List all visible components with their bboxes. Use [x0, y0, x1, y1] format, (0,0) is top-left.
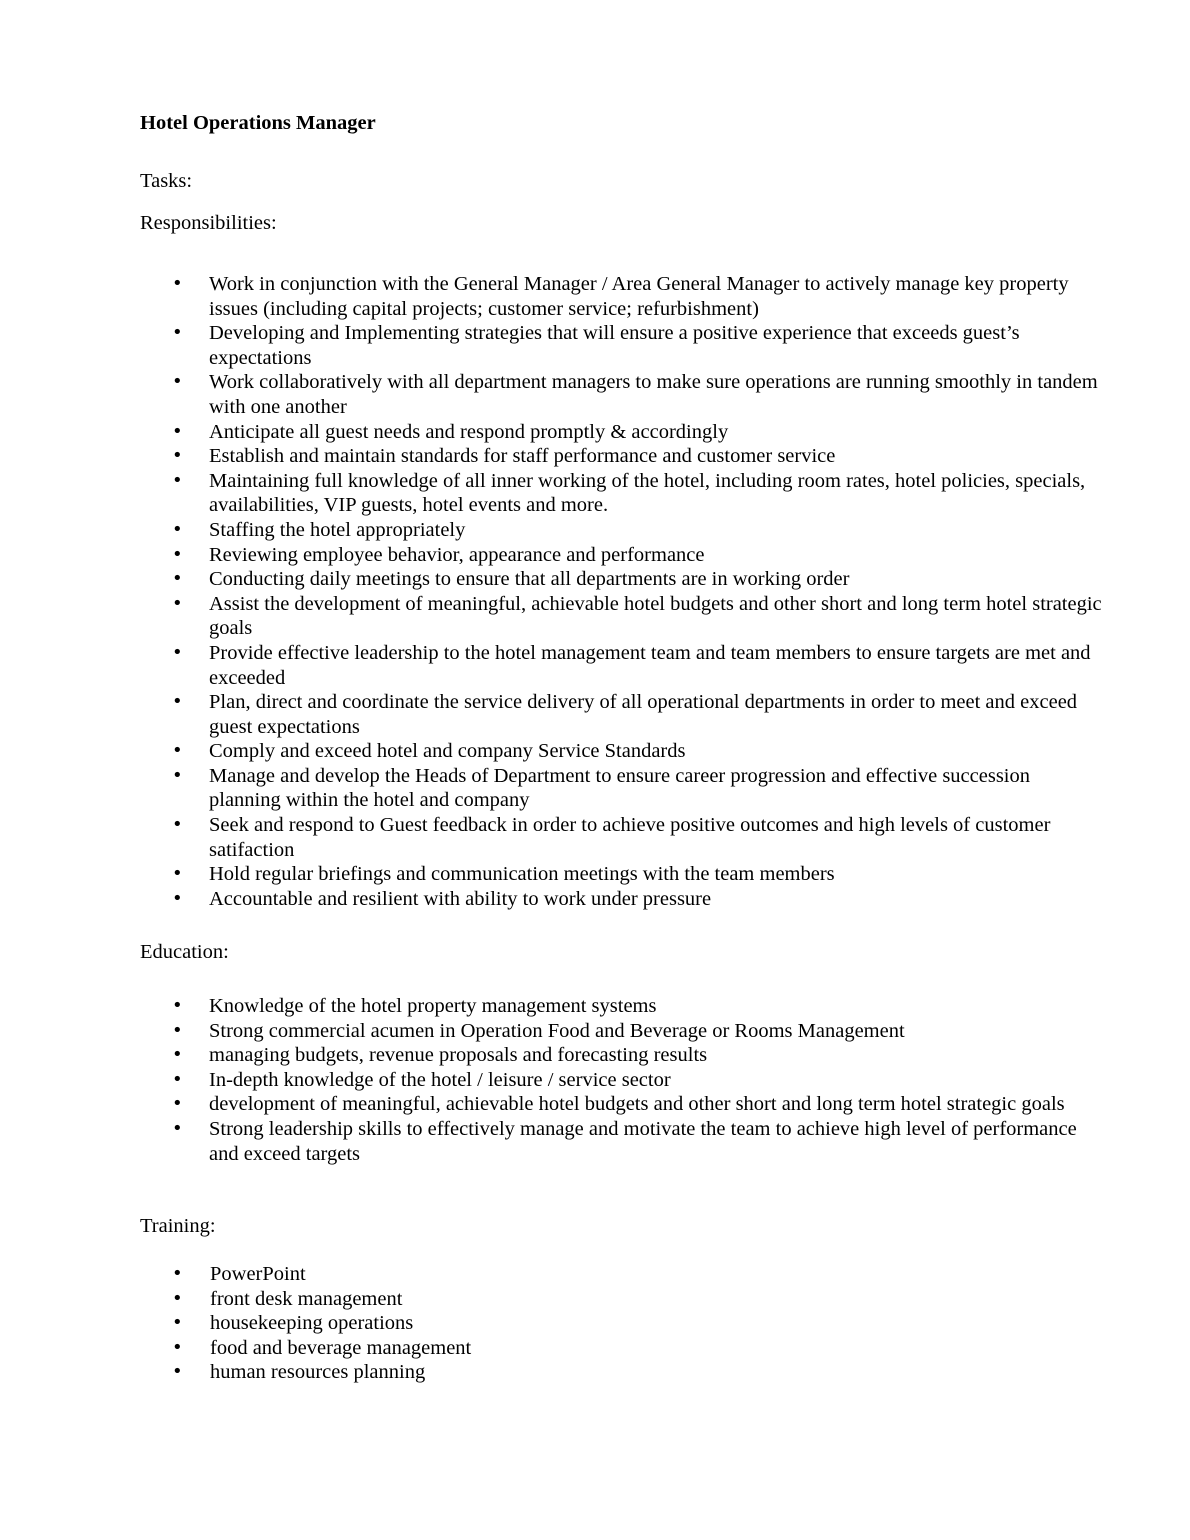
list-item: • Seek and respond to Guest feedback in order to achieve positive outcomes and high levels of customer satifaction	[140, 813, 1105, 862]
training-list	[140, 1262, 1105, 1385]
education-list	[140, 994, 1105, 1166]
list-item: • Hold regular briefings and communication meetings with the team members	[140, 862, 1105, 887]
list-item: • food and beverage management	[140, 1336, 1105, 1361]
list-item: • Reviewing employee behavior, appearance and performance	[140, 543, 1105, 568]
list-item: • Developing and Implementing strategies that will ensure a positive experience that exceeds guest’s expectations	[140, 321, 1105, 370]
list-item: • Anticipate all guest needs and respond promptly & accordingly	[140, 420, 1105, 445]
list-item: • front desk management	[140, 1287, 1105, 1312]
list-item: • Manage and develop the Heads of Department to ensure career progression and effective succession planning within the hotel and company	[140, 764, 1105, 813]
education-heading: Education:	[140, 941, 229, 963]
list-item: • Staffing the hotel appropriately	[140, 518, 1105, 543]
list-item: • Strong leadership skills to effectively manage and motivate the team to achieve high level of performance and exceed targets	[140, 1117, 1105, 1166]
list-item: • human resources planning	[140, 1360, 1105, 1385]
list-item: • Strong commercial acumen in Operation Food and Beverage or Rooms Management	[140, 1019, 1105, 1044]
tasks-heading: Tasks:	[140, 170, 193, 192]
list-item: • Knowledge of the hotel property management systems	[140, 994, 1105, 1019]
list-item: • housekeeping operations	[140, 1311, 1105, 1336]
list-item: • In-depth knowledge of the hotel / leisure / service sector	[140, 1068, 1105, 1093]
list-item: • Establish and maintain standards for staff performance and customer service	[140, 444, 1105, 469]
list-item: • Maintaining full knowledge of all inner working of the hotel, including room rates, hotel policies, specials, availabilities, VIP guests, hotel events and more.	[140, 469, 1105, 518]
list-item: • Comply and exceed hotel and company Service Standards	[140, 739, 1105, 764]
list-item: • development of meaningful, achievable hotel budgets and other short and long term hotel strategic goals	[140, 1092, 1105, 1117]
responsibilities-list	[140, 272, 1105, 911]
list-item: • PowerPoint	[140, 1262, 1105, 1287]
list-item: • Accountable and resilient with ability to work under pressure	[140, 887, 1105, 912]
list-item: • Plan, direct and coordinate the service delivery of all operational departments in order to meet and exceed guest expectations	[140, 690, 1105, 739]
list-item: • Conducting daily meetings to ensure that all departments are in working order	[140, 567, 1105, 592]
document-title: Hotel Operations Manager	[140, 112, 376, 134]
list-item: • Work collaboratively with all department managers to make sure operations are running smoothly in tandem with one another	[140, 370, 1105, 419]
list-item: • Provide effective leadership to the hotel management team and team members to ensure targets are met and exceeded	[140, 641, 1105, 690]
responsibilities-heading: Responsibilities:	[140, 212, 277, 234]
list-item: • Assist the development of meaningful, achievable hotel budgets and other short and long term hotel strategic goals	[140, 592, 1105, 641]
training-heading: Training:	[140, 1215, 216, 1237]
list-item: • managing budgets, revenue proposals and forecasting results	[140, 1043, 1105, 1068]
list-item: • Work in conjunction with the General Manager / Area General Manager to actively manage key property issues (including capital projects; customer service; refurbishment)	[140, 272, 1105, 321]
